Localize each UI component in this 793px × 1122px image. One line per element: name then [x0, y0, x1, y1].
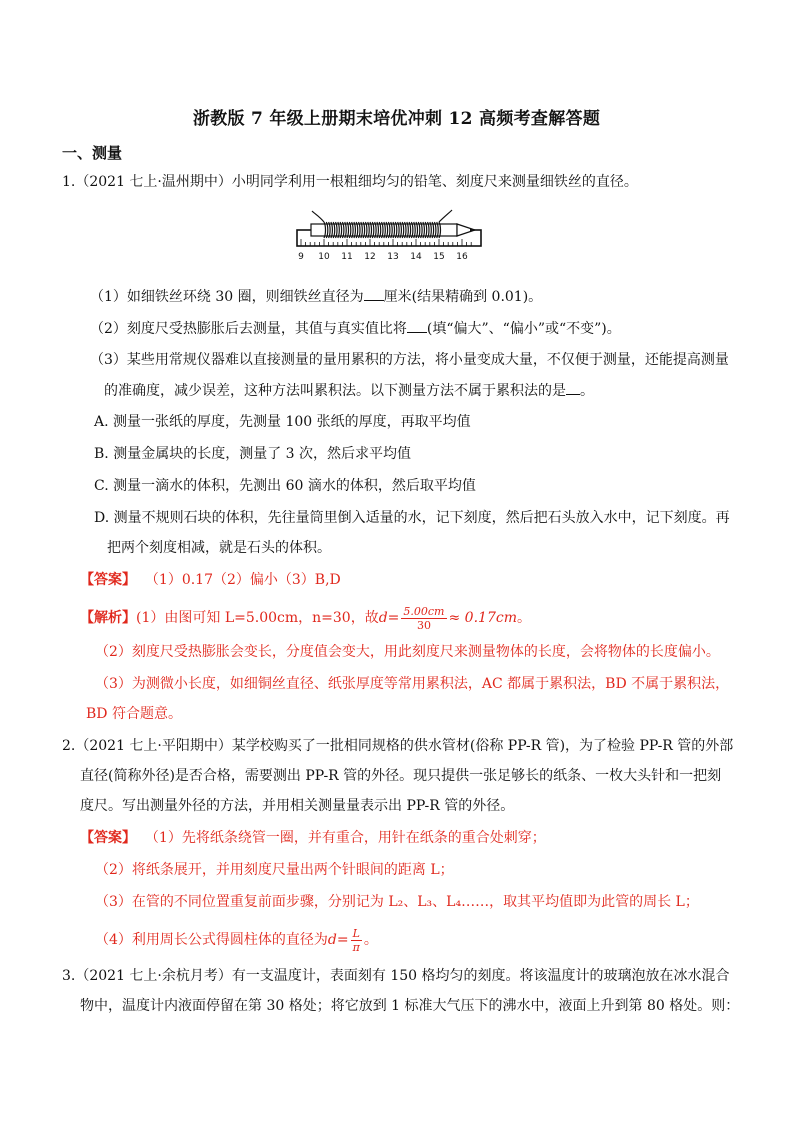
q1-part1-text: （1）如细铁丝环绕 30 圈，则细铁丝直径为	[90, 289, 364, 305]
fraction-numerator: L	[352, 926, 360, 940]
q2-stem-line1: 2.（2021 七上·平阳期中）某学校购买了一批相同规格的供水管材(俗称 PP-R 管)，为了检验 PP-R 管的外部	[62, 738, 734, 754]
ruler-tick-label: 10	[318, 252, 330, 262]
q2-stem-line3: 度尺。写出测量外径的方法，并用相关测量量表示出 PP-R 管的外径。	[80, 798, 515, 814]
q3-stem-line2: 物中，温度计内液面停留在第 30 格处；将它放到 1 标准大气压下的沸水中，液面上升到第 80 格处。则：	[80, 998, 740, 1014]
page-title: 浙教版 7 年级上册期末培优冲刺 12 高频考查解答题	[192, 109, 601, 129]
ruler-tick-label: 13	[387, 252, 399, 262]
q1-part3-text: 的准确度，减少误差，这种方法叫累积法。以下测量方法不属于累积法的是	[104, 383, 566, 399]
fraction-denominator: 30	[416, 618, 431, 632]
math-variable: d	[378, 610, 388, 626]
ruler-tick-label: 16	[456, 252, 468, 262]
answer-blank[interactable]	[407, 318, 427, 333]
math-result: ≈ 0.17cm	[448, 610, 517, 626]
ruler-tick-label: 11	[341, 252, 353, 262]
ruler-tick-label: 15	[433, 252, 445, 262]
q1-part1-text-end: 厘米(结果精确到 0.01)。	[383, 289, 543, 305]
analysis-text: (1）由图可知 L=5.00cm，n=30，故	[136, 610, 379, 626]
analysis-tag: 【解析】	[80, 610, 136, 626]
fraction	[351, 927, 362, 954]
q1-analysis-line4: BD 符合题意。	[86, 706, 182, 722]
answer-text: （1）0.17（2）偏小（3）B,D	[144, 572, 341, 588]
q1-part2	[90, 318, 621, 339]
q1-part3-text-end: 。	[580, 383, 594, 399]
q1-option-d-line2: 把两个刻度相减，就是石头的体积。	[107, 540, 331, 556]
ruler-tick-label: 14	[410, 252, 422, 262]
answer-step: （1）先将纸条绕管一圈，并有重合，用针在纸条的重合处刺穿；	[144, 830, 546, 846]
q1-option-a: A. 测量一张纸的厚度，先测量 100 张纸的厚度，再取平均值	[94, 414, 471, 430]
q2-answer-line3: （3）在管的不同位置重复前面步骤，分别记为 L₂、L₃、L₄……，取其平均值即为此管的周长 L；	[95, 894, 699, 910]
q3-stem-line1: 3.（2021 七上·余杭月考）有一支温度计，表面刻有 150 格均匀的刻度。将该温度计的玻璃泡放在冰水混合	[62, 968, 730, 984]
fraction	[401, 605, 446, 632]
q1-analysis-line1	[80, 604, 531, 632]
q1-analysis-line3: （3）为测微小长度，如细铜丝直径、纸张厚度等常用累积法，AC 都属于累积法，BD 不属于累积法，	[95, 676, 730, 692]
q1-part3-line2	[104, 380, 594, 401]
q1-part2-text: （2）刻度尺受热膨胀后去测量，其值与真实值比将	[90, 321, 407, 337]
q1-option-b: B. 测量金属块的长度，测量了 3 次，然后求平均值	[94, 446, 411, 462]
q2-answer-line1	[80, 828, 546, 848]
q1-answer	[80, 570, 341, 590]
q1-part3-line1: （3）某些用常规仪器难以直接测量的量用累积的方法，将小量变成大量，不仅便于测量，还能提高测量	[90, 352, 729, 368]
q1-analysis-line2: （2）刻度尺受热膨胀会变长，分度值会变大，用此刻度尺来测量物体的长度，会将物体的长度偏小。	[95, 644, 720, 660]
answer-end: 。	[363, 932, 378, 948]
q1-stem: 1.（2021 七上·温州期中）小明同学利用一根粗细均匀的铅笔、刻度尺来测量细铁丝的直径。	[62, 174, 638, 190]
math-equals: =	[336, 932, 349, 948]
pencil-ruler-figure	[295, 208, 485, 266]
q2-answer-line4	[95, 926, 378, 954]
fraction-denominator: π	[352, 940, 360, 954]
math-variable: d	[327, 932, 337, 948]
ruler-tick-label: 12	[364, 252, 376, 262]
answer-tag: 【答案】	[80, 572, 136, 588]
answer-blank[interactable]	[566, 380, 580, 395]
ruler-tick-label: 9	[298, 252, 304, 262]
pencil-ruler-diagram	[295, 208, 485, 266]
q1-option-d-line1: D. 测量不规则石块的体积，先往量筒里倒入适量的水，记下刻度，然后把石头放入水中，记下刻度。再	[94, 510, 730, 526]
section-heading: 一、测量	[62, 144, 123, 162]
analysis-end: 。	[516, 610, 531, 626]
answer-step: （4）利用周长公式得圆柱体的直径为	[95, 932, 328, 948]
q2-stem-line2: 直径(简称外径)是否合格，需要测出 PP-R 管的外径。现只提供一张足够长的纸条、一枚大头针和一把刻	[80, 768, 722, 784]
q2-answer-line2: （2）将纸条展开，并用刻度尺量出两个针眼间的距离 L；	[95, 862, 454, 878]
q1-part1	[90, 286, 542, 307]
q1-option-c: C. 测量一滴水的体积，先测出 60 滴水的体积，然后取平均值	[94, 478, 476, 494]
q1-part2-text-end: (填“偏大”、“偏小”或“不变”)。	[426, 321, 621, 337]
fraction-numerator: 5.00cm	[403, 604, 445, 618]
answer-tag: 【答案】	[80, 830, 136, 846]
answer-blank[interactable]	[364, 286, 384, 301]
math-equals: =	[387, 610, 400, 626]
